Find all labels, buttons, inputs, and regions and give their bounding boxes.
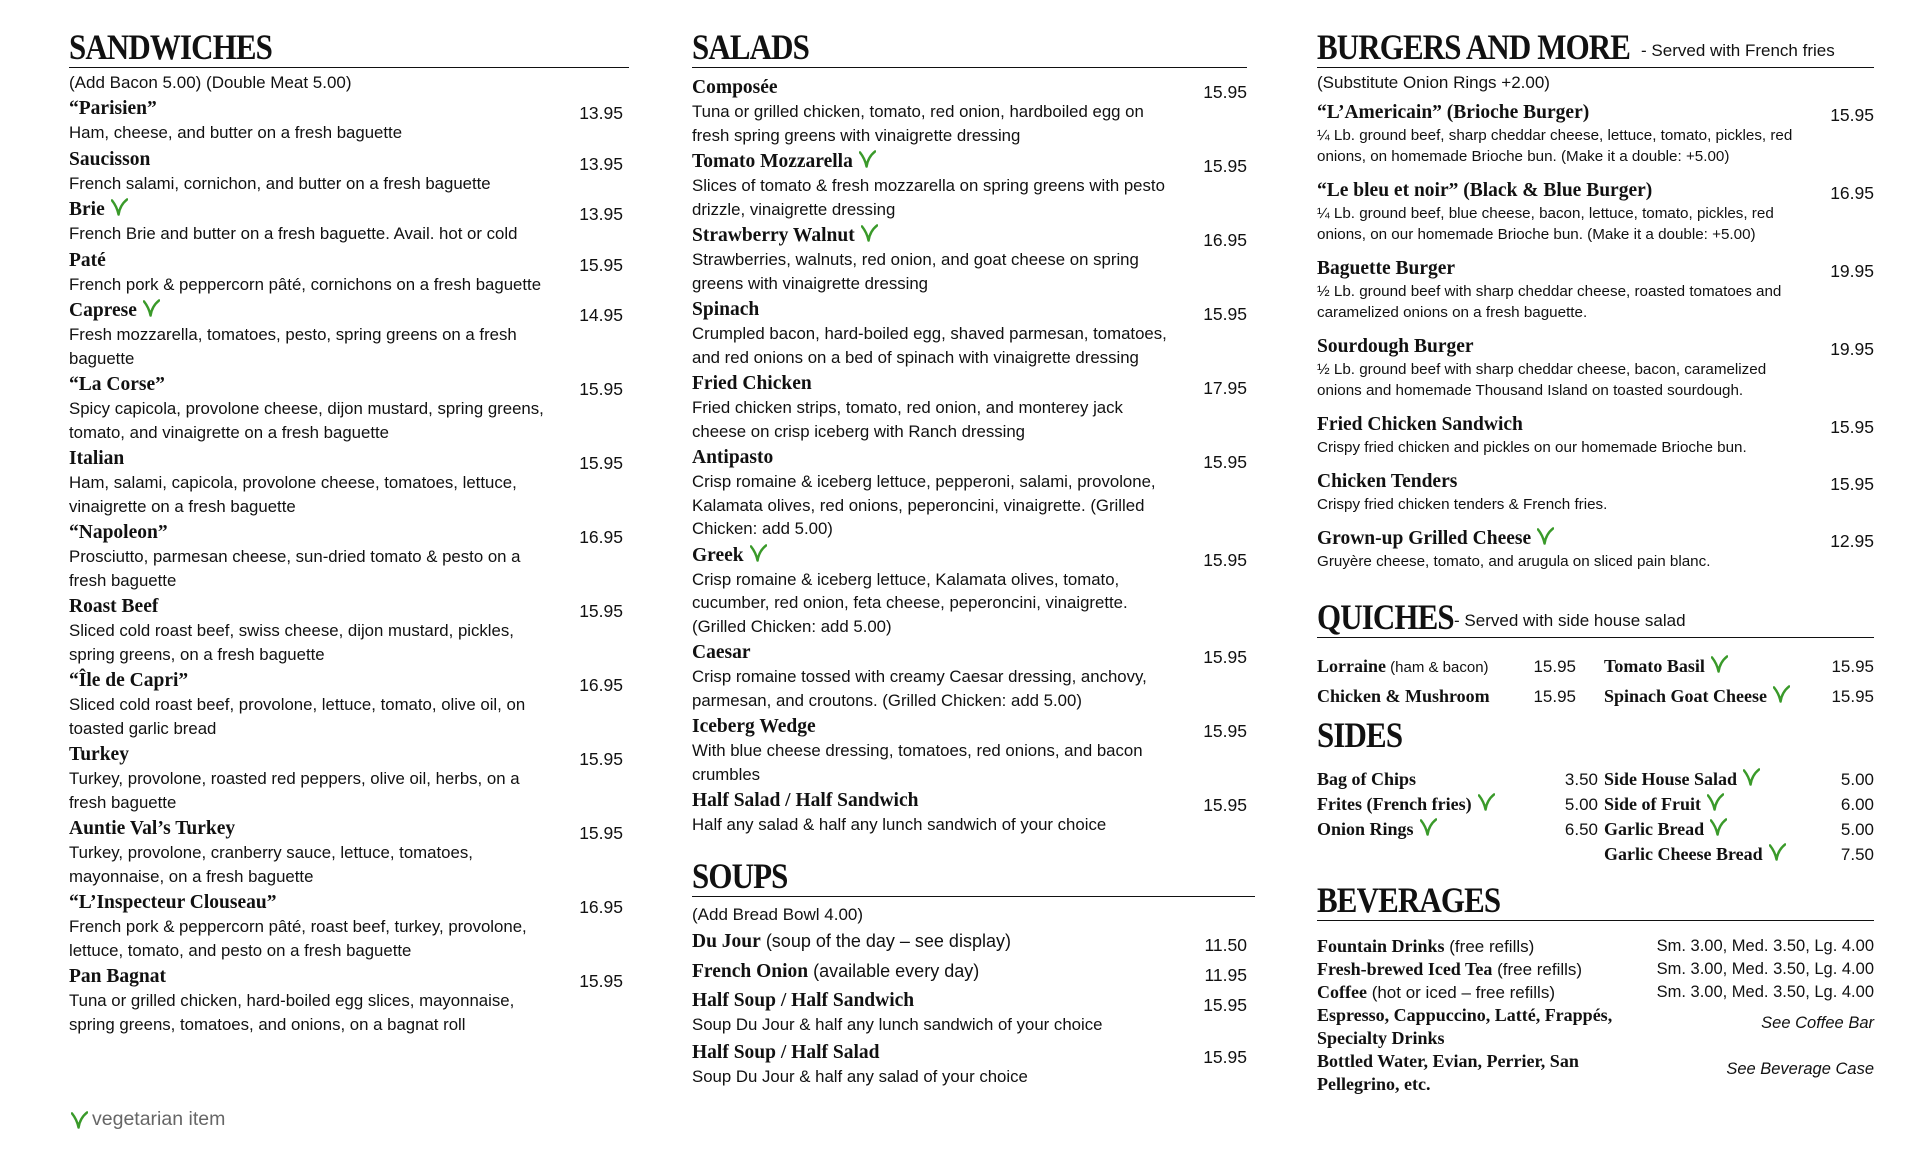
vegetarian-legend [71, 1108, 225, 1131]
menu-item [692, 715, 1247, 786]
leaf-icon [1711, 655, 1728, 673]
menu-item [1317, 413, 1874, 458]
menu-item [69, 447, 629, 518]
item-price: 15.95 [1830, 417, 1874, 437]
item-price: 11.50 [1204, 934, 1247, 955]
item-name [1317, 101, 1874, 125]
item-name-text: Fried Chicken [692, 373, 812, 394]
item-price: 15.95 [1203, 156, 1247, 176]
item-name-text: “Île de Capri” [69, 670, 189, 691]
menu-item [69, 97, 629, 145]
grid-item-name [1604, 652, 1774, 682]
grid-item-name-text: Tomato Basil [1604, 656, 1705, 676]
item-name-text: Iceberg Wedge [692, 716, 816, 737]
item-price: 19.95 [1830, 261, 1874, 281]
item-price: 17.95 [1203, 378, 1247, 398]
leaf-icon [1743, 768, 1760, 786]
beverage-row [1317, 935, 1874, 958]
leaf-icon [71, 1111, 88, 1129]
item-price: 15.95 [1830, 474, 1874, 494]
menu-item [69, 743, 629, 814]
salad-list [692, 76, 1247, 837]
item-price: 15.95 [1830, 105, 1874, 125]
item-name-text: Half Salad / Half Sandwich [692, 790, 919, 811]
beverage-name-text: Fresh-brewed Iced Tea [1317, 959, 1493, 979]
quiches-header [1317, 588, 1874, 638]
item-name [692, 929, 1247, 954]
grid-item-name-text: Onion Rings [1317, 819, 1414, 839]
item-name-text: Roast Beef [69, 596, 159, 617]
item-name-text: Fried Chicken Sandwich [1317, 414, 1523, 435]
sandwiches-header [69, 18, 629, 68]
grid-item-name-text: Garlic Bread [1604, 819, 1705, 839]
item-name [692, 641, 1247, 665]
item-description: ½ Lb. ground beef with sharp cheddar cheese, bacon, caramelized onions and homemade Thousand Island on toasted sourdough. [1317, 361, 1767, 399]
item-price: 16.95 [579, 897, 623, 917]
beverage-name-text: Fountain Drinks [1317, 936, 1445, 956]
item-name-text: “La Corse” [69, 374, 165, 395]
grid-item-price: 3.50 [1564, 770, 1598, 789]
grid-item-price [1487, 842, 1604, 867]
item-price: 15.95 [1203, 1047, 1247, 1067]
item-description: Tuna or grilled chicken, hard-boiled egg slices, mayonnaise, spring greens, tomatoes, and onions, on a bagnat roll [69, 991, 515, 1034]
item-description: French salami, cornichon, and butter on a fresh baguette [69, 173, 491, 193]
menu-item [692, 150, 1247, 221]
item-name [69, 198, 629, 222]
grid-item-name [1604, 817, 1774, 842]
leaf-icon [1707, 793, 1724, 811]
item-name [1317, 413, 1874, 437]
menu-item [69, 965, 629, 1036]
item-description: Slices of tomato & fresh mozzarella on spring greens with pesto drizzle, vinaigrette dressing [692, 176, 1165, 219]
item-name-text: Antipasto [692, 447, 774, 468]
grid-item-name [1604, 842, 1774, 867]
item-name-text: Half Soup / Half Salad [692, 1042, 880, 1063]
item-name [692, 224, 1247, 248]
grid-item-price: 6.00 [1840, 795, 1874, 814]
beverage-row [1317, 1050, 1874, 1096]
item-price: 16.95 [579, 675, 623, 695]
grid-item-name-text: Spinach Goat Cheese [1604, 686, 1768, 706]
item-description: French pork & peppercorn pâté, roast beef, turkey, provolone, lettuce, tomato, and pesto on a fresh baguette [69, 917, 527, 960]
item-name [692, 989, 1247, 1013]
leaf-icon [750, 544, 767, 562]
item-price: 12.95 [1830, 531, 1874, 551]
beverage-name-text: Espresso, Cappuccino, Latté, Frappés, Specialty Drinks [1317, 1005, 1613, 1048]
soup-list [692, 929, 1247, 1089]
menu-item [692, 446, 1247, 541]
salads-header [692, 18, 1247, 68]
soups-header [692, 847, 1255, 897]
item-price: 13.95 [579, 103, 623, 123]
menu-item [69, 198, 629, 246]
item-name [1317, 257, 1874, 281]
menu-item [692, 929, 1247, 954]
beverage-price: See Beverage Case [1726, 1060, 1874, 1078]
beverage-list [1317, 935, 1874, 1096]
grid-item-name [1317, 792, 1487, 817]
item-description: Turkey, provolone, roasted red peppers, olive oil, herbs, on a fresh baguette [69, 769, 520, 812]
item-name-text: Brie [69, 199, 105, 220]
item-name [692, 544, 1247, 568]
item-name-text: Italian [69, 448, 125, 469]
menu-item [69, 373, 629, 444]
beverage-row [1317, 1004, 1874, 1050]
item-name-text: Strawberry Walnut [692, 225, 855, 246]
grid-item-name [1317, 652, 1487, 682]
beverage-price: Sm. 3.00, Med. 3.50, Lg. 4.00 [1656, 960, 1874, 978]
grid-item-name [1604, 767, 1774, 792]
item-price: 15.95 [1203, 82, 1247, 102]
item-name-text: “Parisien” [69, 98, 157, 119]
item-description: Crispy fried chicken tenders & French fries. [1317, 496, 1608, 513]
item-price: 15.95 [1203, 795, 1247, 815]
item-name-text: “Napoleon” [69, 522, 168, 543]
item-name-text: Caesar [692, 642, 751, 663]
item-name [69, 891, 629, 915]
item-name [69, 595, 629, 619]
item-price: 15.95 [579, 453, 623, 473]
item-description: Crisp romaine & iceberg lettuce, Kalamata olives, tomato, cucumber, red onion, feta cheese, peperoncini, vinaigrette. (Grilled Chicken: add 5.00) [692, 569, 1128, 636]
item-name [692, 150, 1247, 174]
item-name-text: Caprese [69, 300, 137, 321]
item-name [692, 372, 1247, 396]
sides-header [1317, 711, 1874, 755]
item-name-text: Grown-up Grilled Cheese [1317, 528, 1532, 549]
item-name-text: “L’Americain” (Brioche Burger) [1317, 102, 1590, 123]
item-description: Spicy capicola, provolone cheese, dijon mustard, spring greens, tomato, and vinaigrette on a fresh baguette [69, 399, 544, 442]
menu-item [692, 224, 1247, 295]
item-price: 13.95 [579, 153, 623, 174]
grid-item-price: 7.50 [1840, 845, 1874, 864]
beverage-name [1317, 1004, 1627, 1050]
menu-item [69, 521, 629, 592]
menu-item [692, 76, 1247, 147]
item-name-text: Composée [692, 77, 778, 98]
beverage-price: See Coffee Bar [1761, 1014, 1874, 1032]
item-name-text: Sourdough Burger [1317, 336, 1474, 357]
item-name-text: Half Soup / Half Sandwich [692, 989, 915, 1011]
item-price: 15.95 [1203, 647, 1247, 667]
item-name-text: Pan Bagnat [69, 966, 166, 987]
leaf-icon [1710, 818, 1727, 836]
soups-title: SOUPS [692, 855, 788, 896]
item-description: French Brie and butter on a fresh baguette. Avail. hot or cold [69, 224, 518, 243]
menu-item [1317, 257, 1874, 323]
item-name-extra: (available every day) [808, 960, 980, 981]
grid-item-name-text: Garlic Cheese Bread [1604, 844, 1763, 864]
item-name [69, 447, 629, 471]
item-name [69, 97, 629, 121]
item-name-text: Auntie Val’s Turkey [69, 818, 236, 839]
item-price: 15.95 [1203, 549, 1247, 570]
item-description: Soup Du Jour & half any salad of your choice [692, 1067, 1028, 1086]
grid-item-name [1604, 682, 1774, 711]
item-name-text: Baguette Burger [1317, 258, 1456, 279]
sandwich-list [69, 97, 629, 1036]
menu-item [69, 249, 629, 297]
beverage-name [1317, 958, 1582, 981]
grid-item-price: 5.00 [1564, 795, 1598, 814]
item-price: 11.95 [1204, 964, 1247, 985]
item-name [69, 373, 629, 397]
item-description: Crisp romaine & iceberg lettuce, pepperoni, salami, provolone, Kalamata olives, red onions, peperoncini, vinaigrette. (Grilled Chicken: add 5.00) [692, 472, 1156, 538]
item-name-text: Turkey [69, 744, 129, 765]
grid-item-price: 15.95 [1831, 657, 1874, 676]
beverages-title: BEVERAGES [1317, 880, 1501, 920]
item-name-text: Greek [692, 544, 744, 566]
item-name [69, 249, 629, 273]
item-name-text: Tomato Mozzarella [692, 151, 853, 172]
menu-item [1317, 101, 1874, 167]
sides-list [1317, 767, 1874, 867]
item-description: Turkey, provolone, cranberry sauce, lettuce, tomatoes, mayonnaise, on a fresh baguette [69, 843, 473, 886]
menu-item [1317, 179, 1874, 245]
item-name [692, 959, 1247, 984]
leaf-icon [861, 224, 878, 242]
item-description: Crispy fried chicken and pickles on our homemade Brioche bun. [1317, 439, 1747, 456]
leaf-icon [859, 150, 876, 168]
grid-item-name-extra: (ham & bacon) [1386, 659, 1489, 676]
item-name [69, 743, 629, 767]
menu-item [69, 299, 629, 370]
item-description: ¼ Lb. ground beef, blue cheese, bacon, lettuce, tomato, pickles, red onions, on our homemade Brioche bun. (Make it a double: +5.00) [1317, 205, 1774, 243]
item-price: 15.95 [579, 601, 623, 621]
item-description: Crumpled bacon, hard-boiled egg, shaved parmesan, tomatoes, and red onions on a bed of spinach with vinaigrette dressing [692, 324, 1167, 367]
quiche-list [1317, 652, 1874, 711]
beverage-name-text: Coffee [1317, 982, 1367, 1002]
beverage-name [1317, 981, 1555, 1004]
burgers-section [1317, 18, 1874, 1096]
item-name [692, 715, 1247, 739]
item-name [692, 789, 1247, 813]
menu-item [69, 669, 629, 740]
item-name-text: Du Jour [692, 930, 761, 952]
grid-item-price: 15.95 [1533, 657, 1576, 676]
burgers-header [1317, 18, 1874, 68]
menu-item [692, 789, 1247, 837]
grid-item-price: 5.00 [1840, 820, 1874, 839]
item-description: Strawberries, walnuts, red onion, and goat cheese on spring greens with vinaigrette dressing [692, 250, 1139, 293]
item-description: ½ Lb. ground beef with sharp cheddar cheese, roasted tomatoes and caramelized onions on a fresh baguette. [1317, 283, 1782, 321]
item-name [692, 76, 1247, 100]
item-description: Fresh mozzarella, tomatoes, pesto, spring greens on a fresh baguette [69, 325, 517, 368]
beverage-name-extra: (free refills) [1492, 960, 1583, 979]
sides-title: SIDES [1317, 715, 1403, 755]
item-price: 16.95 [1830, 183, 1874, 203]
item-name-text: Spinach [692, 299, 760, 320]
item-description: Ham, salami, capicola, provolone cheese, tomatoes, lettuce, vinaigrette on a fresh baguette [69, 473, 517, 516]
sandwiches-section [69, 18, 629, 1039]
beverage-price: Sm. 3.00, Med. 3.50, Lg. 4.00 [1656, 937, 1874, 955]
menu-item [1317, 470, 1874, 515]
burgers-note: (Substitute Onion Rings +2.00) [1317, 73, 1550, 92]
burger-list [1317, 101, 1874, 572]
item-name-text: “Le bleu et noir” (Black & Blue Burger) [1317, 180, 1653, 201]
item-name-extra: (soup of the day – see display) [760, 930, 1011, 951]
item-name [69, 299, 629, 323]
item-name [69, 817, 629, 841]
item-description: Gruyère cheese, tomato, and arugula on sliced pain blanc. [1317, 553, 1711, 570]
item-price: 16.95 [1203, 230, 1247, 250]
grid-item-price: 15.95 [1533, 687, 1576, 706]
item-name [1317, 179, 1874, 203]
grid-item-name-text: Side House Salad [1604, 769, 1738, 789]
item-price: 15.95 [579, 254, 623, 275]
item-description: Soup Du Jour & half any lunch sandwich of your choice [692, 1014, 1103, 1034]
item-name [692, 298, 1247, 322]
grid-item-price: 15.95 [1831, 687, 1874, 706]
leaf-icon [143, 299, 160, 317]
item-description: With blue cheese dressing, tomatoes, red onions, and bacon crumbles [692, 741, 1143, 784]
item-name [692, 1041, 1247, 1065]
menu-item [692, 298, 1247, 369]
grid-item-name [1317, 682, 1490, 711]
item-price: 13.95 [579, 204, 623, 224]
legend-label: vegetarian item [92, 1108, 226, 1130]
grid-item-name [1604, 792, 1774, 817]
item-name-text: Saucisson [69, 148, 151, 170]
item-name [1317, 527, 1874, 551]
beverage-name-extra: (free refills) [1444, 937, 1535, 956]
item-price: 19.95 [1830, 339, 1874, 359]
item-price: 14.95 [579, 305, 623, 325]
grid-item-name [1317, 842, 1487, 867]
grid-item-name-text: Chicken & Mushroom [1317, 686, 1490, 706]
menu-item [69, 148, 629, 196]
item-price: 15.95 [1203, 452, 1247, 472]
leaf-icon [1537, 527, 1554, 545]
beverage-row [1317, 981, 1874, 1004]
burgers-subtitle: - Served with French fries [1641, 41, 1835, 60]
beverage-row [1317, 958, 1874, 981]
beverage-name-extra: (hot or iced – free refills) [1366, 983, 1555, 1002]
item-description: French pork & peppercorn pâté, cornichons on a fresh baguette [69, 274, 542, 294]
menu-item [692, 372, 1247, 443]
grid-item-price: 6.50 [1564, 820, 1598, 839]
menu-item [69, 595, 629, 666]
beverage-name-text: Bottled Water, Evian, Perrier, San Pellegrino, etc. [1317, 1051, 1579, 1094]
item-name [69, 148, 629, 172]
menu-item [69, 891, 629, 962]
menu-item [692, 544, 1247, 639]
grid-item-price: 5.00 [1840, 770, 1874, 789]
item-price: 15.95 [579, 823, 623, 843]
item-price: 15.95 [1203, 994, 1247, 1015]
menu-item [1317, 335, 1874, 401]
item-name [692, 446, 1247, 470]
grid-item-name-text: Side of Fruit [1604, 794, 1701, 814]
grid-item-name [1317, 817, 1487, 842]
grid-item-name-text: Frites (French fries) [1317, 794, 1472, 814]
soups-note: (Add Bread Bowl 4.00) [692, 904, 864, 924]
menu-item [692, 989, 1247, 1037]
item-description: Ham, cheese, and butter on a fresh baguette [69, 123, 403, 142]
salads-section [692, 18, 1247, 1094]
beverage-name [1317, 1050, 1627, 1096]
leaf-icon [1420, 818, 1437, 836]
item-price: 16.95 [579, 527, 623, 547]
quiches-subtitle: - Served with side house salad [1454, 611, 1686, 630]
grid-item-name [1317, 767, 1487, 792]
item-price: 15.95 [1203, 721, 1247, 741]
menu-item [1317, 527, 1874, 572]
item-description: Half any salad & half any lunch sandwich of your choice [692, 815, 1107, 834]
item-name-text: French Onion [692, 960, 809, 982]
item-description: Sliced cold roast beef, provolone, lettuce, tomato, olive oil, on toasted garlic bread [69, 695, 526, 738]
item-description: Sliced cold roast beef, swiss cheese, dijon mustard, pickles, spring greens, on a fresh baguette [69, 621, 514, 664]
grid-item-name-text: Bag of Chips [1317, 769, 1417, 789]
item-name [69, 521, 629, 545]
item-description: Crisp romaine tossed with creamy Caesar dressing, anchovy, parmesan, and croutons. (Grilled Chicken: add 5.00) [692, 667, 1147, 710]
beverages-header [1317, 871, 1874, 921]
item-name-text: Paté [69, 249, 106, 271]
item-description: Prosciutto, parmesan cheese, sun-dried tomato & pesto on a fresh baguette [69, 547, 521, 590]
menu-item [692, 641, 1247, 712]
beverage-name [1317, 935, 1534, 958]
burgers-title: BURGERS AND MORE [1317, 27, 1631, 67]
item-price: 15.95 [579, 749, 623, 769]
menu-item [692, 1041, 1247, 1089]
grid-item-name-text: Lorraine [1317, 656, 1386, 676]
sandwiches-title: SANDWICHES [69, 27, 273, 67]
salads-title: SALADS [692, 27, 810, 67]
item-price: 15.95 [579, 971, 623, 991]
beverage-price: Sm. 3.00, Med. 3.50, Lg. 4.00 [1656, 983, 1874, 1001]
sandwiches-note: (Add Bacon 5.00) (Double Meat 5.00) [69, 73, 352, 92]
item-name [69, 669, 629, 693]
item-description: Fried chicken strips, tomato, red onion, and monterey jack cheese on crisp iceberg with Ranch dressing [692, 398, 1123, 441]
item-name-text: “L’Inspecteur Clouseau” [69, 892, 277, 913]
item-name [1317, 470, 1874, 494]
leaf-icon [111, 198, 128, 216]
menu-item [69, 817, 629, 888]
item-name-text: Chicken Tenders [1317, 471, 1458, 492]
item-description: Tuna or grilled chicken, tomato, red onion, hardboiled egg on fresh spring greens with vinaigrette dressing [692, 102, 1144, 145]
menu-item [692, 959, 1247, 984]
item-name [1317, 335, 1874, 359]
item-name [69, 965, 629, 989]
item-price: 15.95 [579, 379, 623, 399]
quiches-title: QUICHES [1317, 597, 1454, 637]
item-price: 15.95 [1203, 304, 1247, 324]
item-description: ¼ Lb. ground beef, sharp cheddar cheese, lettuce, tomato, pickles, red onions, on homemade Brioche bun. (Make it a double: +5.00) [1317, 127, 1793, 165]
